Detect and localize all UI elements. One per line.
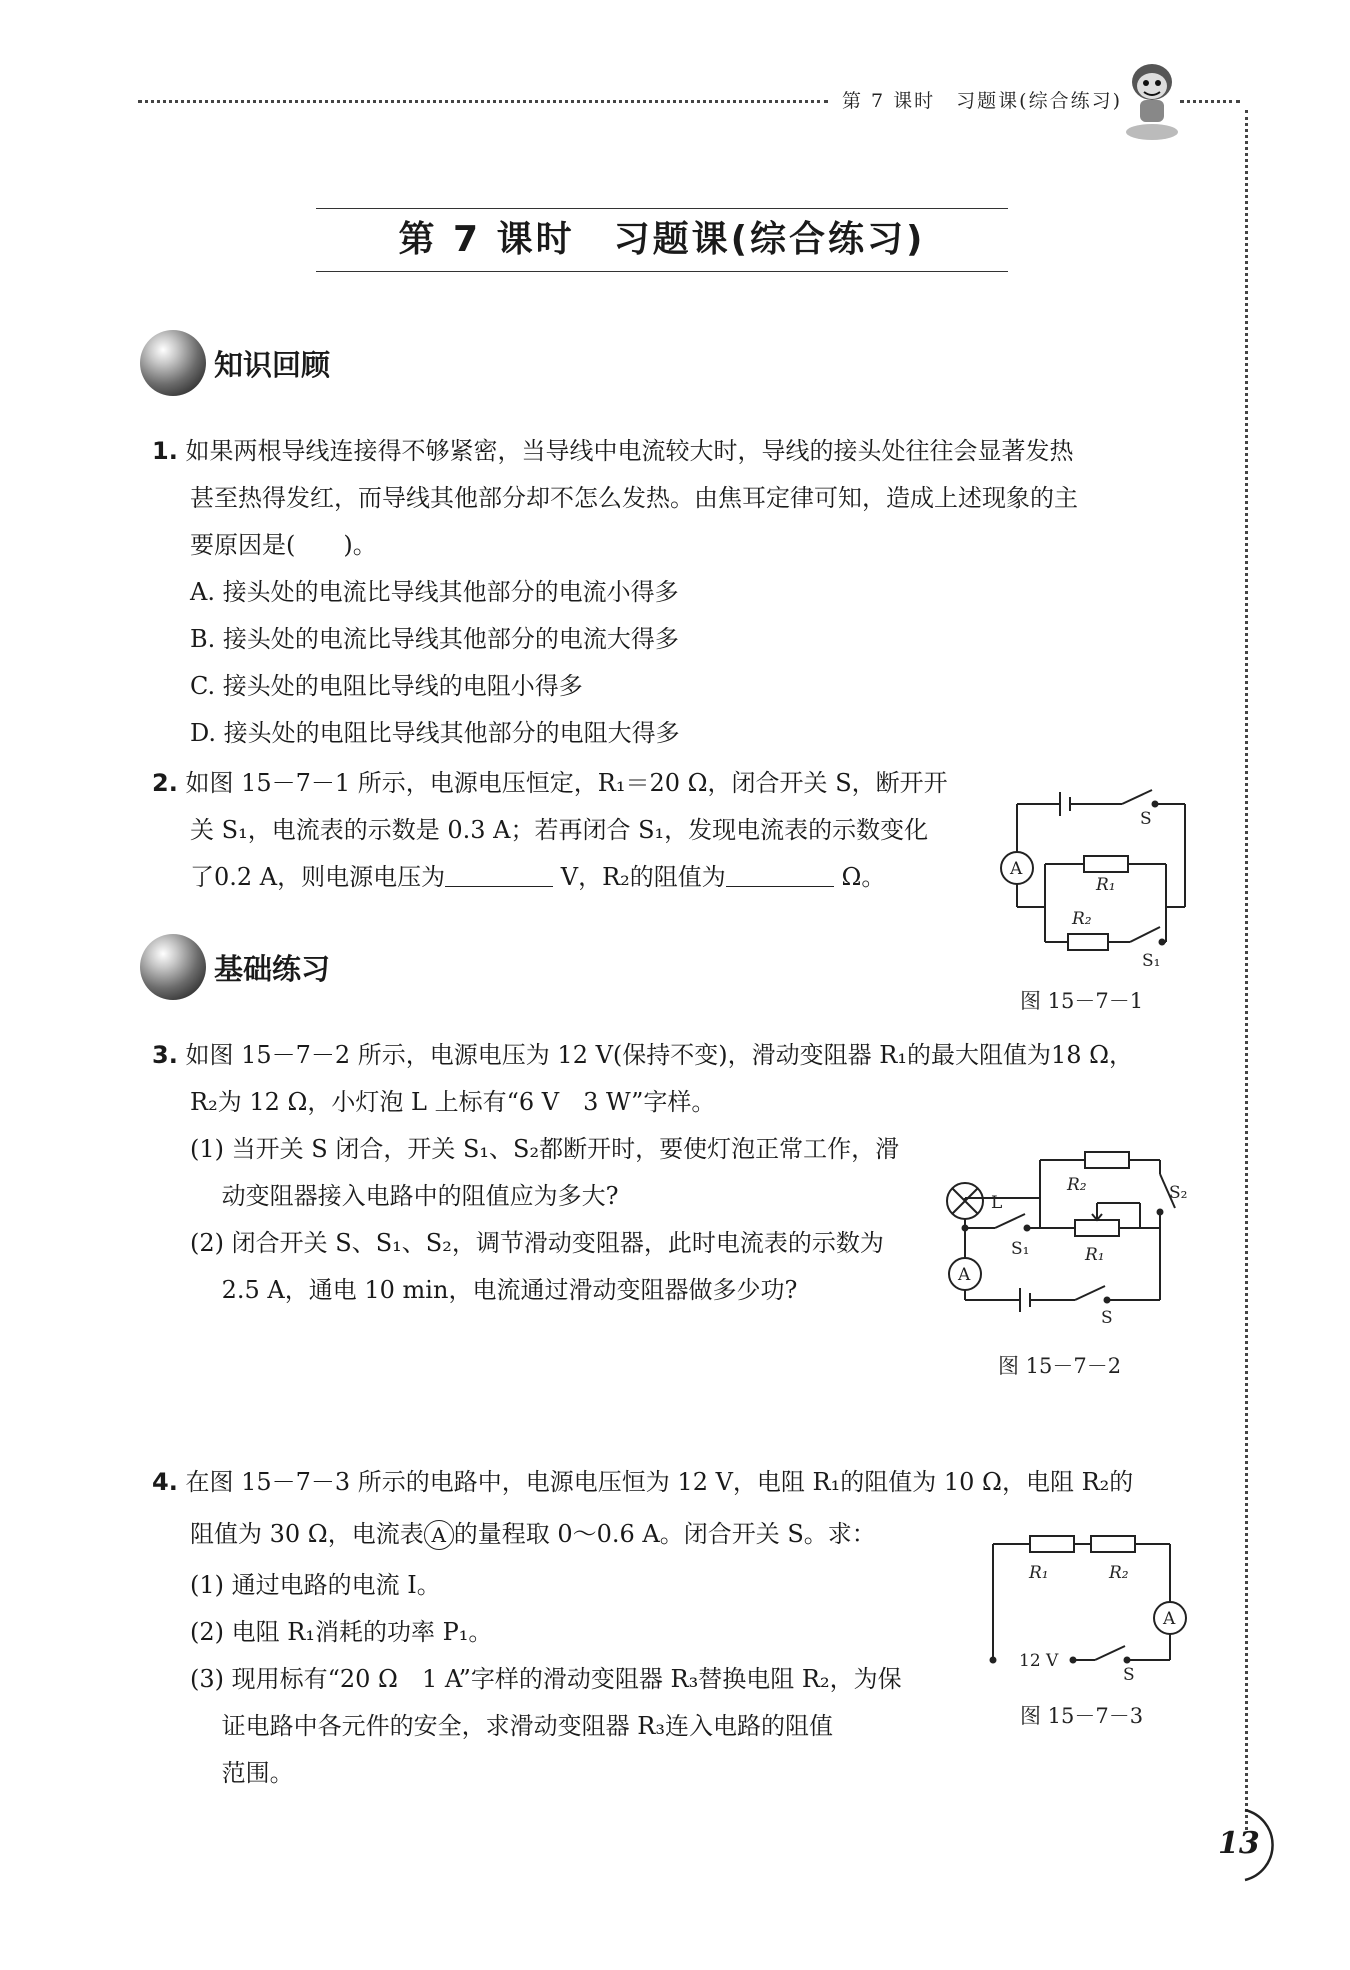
globe-icon [140,330,206,396]
option-a: A. 接头处的电流比导线其他部分的电流小得多 [190,578,679,606]
svg-text:S: S [1101,1308,1113,1328]
figure-caption-3: 图 15－7－3 [1020,1704,1144,1728]
svg-text:R₁: R₁ [1029,1563,1049,1583]
svg-text:R₂: R₂ [1072,909,1092,929]
figure-15-7-1 [990,782,1195,972]
question-4: 4. 在图 15－7－3 所示的电路中，电源电压恒为 12 V，电阻 R₁的阻值为 10 Ω，电阻 R₂的 阻值为 30 Ω，电流表 A 的量程取 0～0.6 A。闭合开关 S。求： [152,1468,1134,1548]
ammeter-symbol: A [424,1520,454,1550]
switch-label: S [1140,809,1152,829]
header-rule-left [138,100,828,103]
svg-text:R₁: R₁ [1085,1245,1105,1265]
svg-text:S₁: S₁ [1011,1239,1030,1259]
running-header: 第 7 课时 习题课(综合练习) [842,90,1122,112]
ammeter-label: A [1010,859,1023,879]
svg-text:R₂: R₂ [1109,1563,1129,1583]
section-practice: 基础练习 [140,934,330,1000]
figure-15-7-3 [985,1530,1195,1680]
figure-15-7-2 [945,1148,1195,1338]
header-rule-right [1180,100,1240,103]
svg-text:S₂: S₂ [1169,1183,1188,1203]
voltage-label: 12 V [1019,1651,1059,1671]
lamp-label: L [991,1193,1003,1213]
question-3: 3. 如图 15－7－2 所示，电源电压为 12 V(保持不变)，滑动变阻器 R₁的最大阻值为18 Ω， R₂为 12 Ω，小灯泡 L 上标有“6 V 3 W”字样。 (1) 当开关 S 闭合，开关 S₁、S₂都断开时，要使灯泡正常工作，滑 动变阻器接入电路中的阻值应为多大? (2) 闭合开关 S、S₁、S₂，调节滑动变阻器，此时电流表的示数为 2.5 A，通电 10 min，电流通过滑动变阻器做多少功? [152,1041,1134,1304]
svg-text:A: A [958,1265,971,1285]
svg-text:R₂: R₂ [1067,1175,1087,1195]
globe-icon [140,934,206,1000]
question-4-parts: (1) 通过电路的电流 I。 (2) 电阻 R₁消耗的功率 P₁。 (3) 现用标有“20 Ω 1 A”字样的滑动变阻器 R₃替换电阻 R₂，为保 证电路中各元件的安全，求滑动变阻器 R₃连入电路的阻值 范围。 [190,1571,902,1787]
figure-caption-2: 图 15－7－2 [998,1354,1122,1378]
margin-rule [1245,110,1248,1830]
option-b: B. 接头处的电流比导线其他部分的电流大得多 [190,625,679,653]
question-1: 1. 如果两根导线连接得不够紧密，当导线中电流较大时，导线的接头处往往会显著发热 甚至热得发红，而导线其他部分却不怎么发热。由焦耳定律可知，造成上述现象的主 要原因是( )。 A. 接头处的电流比导线其他部分的电流小得多 B. 接头处的电流比导线其他部分的电流大得多 C. 接头处的电阻比导线的电阻小得多 D. 接头处的电阻比导线其他部分的电阻大得多 [152,428,1192,757]
option-d: D. 接头处的电阻比导线其他部分的电阻大得多 [190,719,680,747]
answer-blank-resistance[interactable] [726,885,834,887]
answer-blank-voltage[interactable] [445,885,553,887]
section-review: 知识回顾 [140,330,330,396]
page-number: 13 [1218,1826,1260,1861]
svg-text:A: A [1163,1609,1176,1629]
lesson-title: 第 7 课时 习题课(综合练习) [316,208,1008,272]
svg-text:R₁: R₁ [1096,875,1116,895]
option-c: C. 接头处的电阻比导线的电阻小得多 [190,672,583,700]
svg-text:S₁: S₁ [1142,951,1161,971]
cartoon-mascot-icon [1118,56,1186,144]
question-2: 2. 如图 15－7－1 所示，电源电压恒定，R₁＝20 Ω，闭合开关 S，断开开 关 S₁，电流表的示数是 0.3 A；若再闭合 S₁，发现电流表的示数变化 了0.2 A，则电源电压为 V，R₂的阻值为 Ω。 [152,769,948,891]
figure-caption-1: 图 15－7－1 [1020,989,1144,1013]
svg-text:S: S [1123,1665,1135,1680]
